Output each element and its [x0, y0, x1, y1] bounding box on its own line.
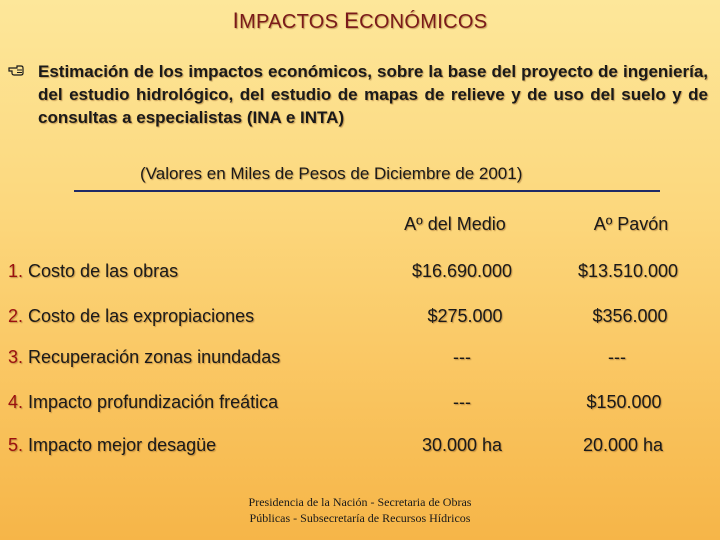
slide-title [0, 8, 720, 34]
footer-credit: Presidencia de la Nación - Secretaria de Obras Públicas - Subsecretaría de Recursos Hídricos [248, 495, 472, 525]
title-cap-1: I [232, 8, 240, 33]
cell-pavon-4: $150.000 [586, 392, 662, 412]
title-word-1: MPACTOS [239, 11, 339, 33]
row-text: Impacto profundización freática [28, 392, 279, 412]
pointing-hand-icon [8, 62, 24, 78]
cell-pavon-1: $13.510.000 [577, 261, 679, 281]
row-number: 3. [8, 347, 24, 367]
row-text: Costo de las expropiaciones [28, 306, 255, 326]
cell-pavon-5: 20.000 ha [582, 435, 664, 455]
cell-pavon-3: --- [608, 347, 626, 367]
row-text: Costo de las obras [28, 261, 179, 281]
cell-medio-3: --- [453, 347, 471, 367]
row-label-3 [8, 347, 280, 368]
column-header-medio: Aº del Medio [404, 214, 506, 234]
column-header-pavon: Aº Pavón [593, 214, 669, 234]
row-number: 4. [8, 392, 24, 412]
cell-medio-1: $16.690.000 [411, 261, 513, 281]
cell-medio-2: $275.000 [427, 306, 503, 326]
row-number: 2. [8, 306, 24, 326]
row-number: 1. [8, 261, 24, 281]
cell-medio-4: --- [453, 392, 471, 412]
row-label-4 [8, 392, 278, 413]
row-number: 5. [8, 435, 24, 455]
row-label-5 [8, 435, 216, 456]
subtitle-rule [74, 190, 660, 192]
bullet-point [8, 60, 708, 129]
title-cap-2: E [344, 8, 360, 33]
values-subtitle: (Valores en Miles de Pesos de Diciembre de 2001) [140, 164, 523, 183]
cell-pavon-2: $356.000 [592, 306, 668, 326]
bullet-text: Estimación de los impactos económicos, sobre la base del proyecto de ingeniería, del estudio hidrológico, del estudio de mapas de relieve y de uso del suelo y de consultas a especialistas (INA e INTA) [38, 62, 708, 127]
row-label-2 [8, 306, 254, 327]
row-text: Recuperación zonas inundadas [28, 347, 281, 367]
cell-medio-5: 30.000 ha [421, 435, 503, 455]
row-label-1 [8, 261, 178, 282]
row-text: Impacto mejor desagüe [28, 435, 217, 455]
title-word-2: CONÓMICOS [359, 11, 488, 33]
